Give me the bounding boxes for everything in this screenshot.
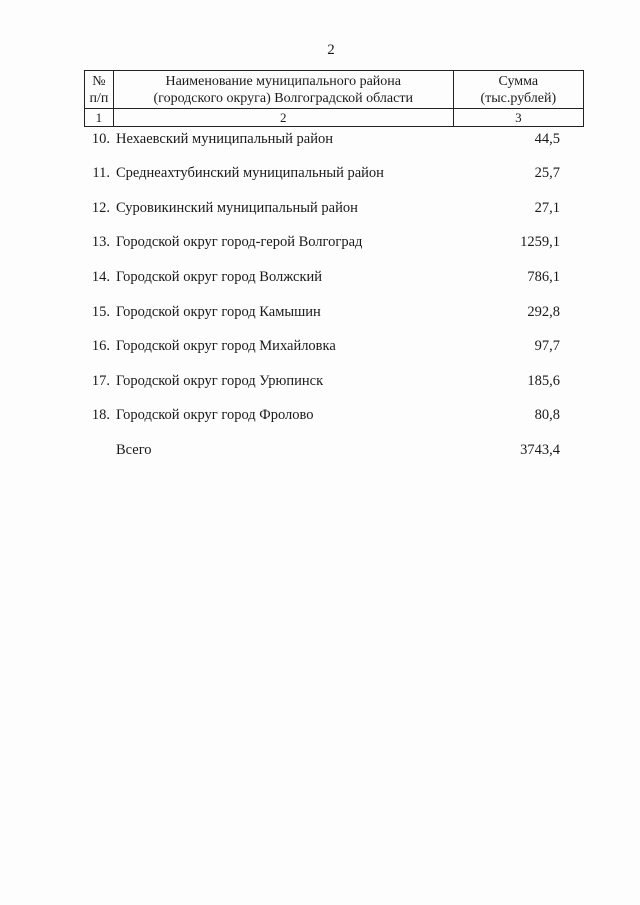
row-amount: 25,7 xyxy=(534,165,560,181)
table-row xyxy=(84,269,584,289)
row-number: 12. xyxy=(91,200,110,216)
table-row xyxy=(84,338,584,358)
row-name: Городской округ город-герой Волгоград xyxy=(116,234,363,250)
page-number: 2 xyxy=(327,42,335,58)
row-name: Городской округ город Камышин xyxy=(116,304,321,320)
table-row xyxy=(84,304,584,324)
row-name: Суровикинский муниципальный район xyxy=(116,200,358,216)
row-amount: 44,5 xyxy=(534,131,560,147)
row-number: 14. xyxy=(91,269,110,285)
header-number-cell xyxy=(85,71,114,109)
table-row xyxy=(84,234,584,254)
row-number: 10. xyxy=(91,131,110,147)
header-name-line-1: Наименование муниципального района xyxy=(165,73,401,89)
row-amount: 786,1 xyxy=(527,269,560,285)
table-row xyxy=(84,200,584,220)
row-number: 11. xyxy=(92,165,110,181)
row-name: Среднеахтубинский муниципальный район xyxy=(116,165,384,181)
header-number-line-2: п/п xyxy=(89,90,109,106)
total-amount: 3743,4 xyxy=(520,442,560,458)
row-amount: 97,7 xyxy=(534,338,560,354)
column-index-2: 2 xyxy=(113,109,453,127)
row-amount: 27,1 xyxy=(534,200,560,216)
row-number: 17. xyxy=(91,373,110,389)
row-amount: 1259,1 xyxy=(520,234,560,250)
column-index-3: 3 xyxy=(453,109,583,127)
row-number: 16. xyxy=(91,338,110,354)
row-amount: 292,8 xyxy=(527,304,560,320)
table-row xyxy=(84,165,584,185)
total-row xyxy=(84,442,584,462)
row-amount: 185,6 xyxy=(527,373,560,389)
row-name: Городской округ город Урюпинск xyxy=(116,373,324,389)
row-number: 13. xyxy=(91,234,110,250)
table-header xyxy=(84,70,584,127)
header-sum-line-1: Сумма xyxy=(498,73,539,89)
row-name: Городской округ город Фролово xyxy=(116,407,314,423)
header-number-line-1: № xyxy=(92,73,106,89)
row-name: Городской округ город Волжский xyxy=(116,269,323,285)
table-row xyxy=(84,407,584,427)
table-row xyxy=(84,373,584,393)
header-name-line-2: (городского округа) Волгоградской области xyxy=(153,90,413,106)
row-number: 18. xyxy=(91,407,110,423)
header-name-cell xyxy=(113,71,453,109)
row-name: Городской округ город Михайловка xyxy=(116,338,336,354)
header-sum-line-2: (тыс.рублей) xyxy=(480,90,557,106)
table-row xyxy=(84,131,584,151)
row-number: 15. xyxy=(91,304,110,320)
column-index-1: 1 xyxy=(85,109,114,127)
row-name: Нехаевский муниципальный район xyxy=(116,131,334,147)
total-label: Всего xyxy=(116,442,152,458)
header-sum-cell xyxy=(453,71,583,109)
row-amount: 80,8 xyxy=(534,407,560,423)
